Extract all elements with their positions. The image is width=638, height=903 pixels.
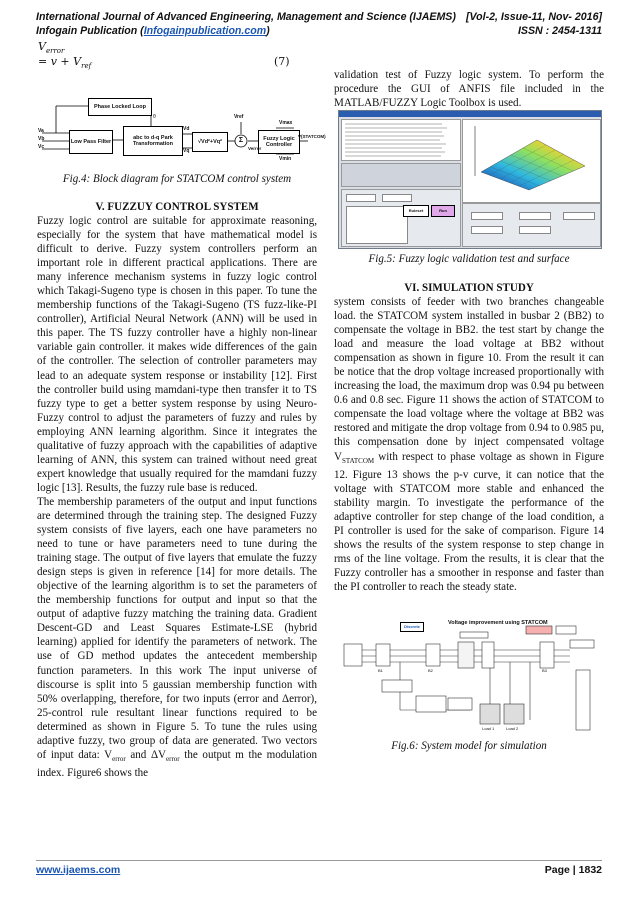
fig6-circuit [340, 620, 598, 735]
rules-list [341, 119, 461, 161]
label-va: Va [38, 128, 44, 134]
page-number: Page | 1832 [544, 864, 602, 876]
section-5-para-1: Fuzzy logic control are suitable for approximate reasoning, especially for the system that have mathematical model is difficult to derive. Fuzzy system controllers perform an important role in different practical applications. There are many inference mechanism systems in fuzzy logic control which Takagi-Sugeno type is chosen in this paper. To tune the membership functions of the Takagi-Sugeno (TS fuzz-like-PI controller), Artificial Neural Network (ANN) will be used in this paper. The TS fuzzy controller have a highly non-linear variable gain controller. it makes wide differences of the gain of the controller. The selection of controller parameters may lead to an adequate system response or instability [12]. First the controller build using mamdani-type then transfer it to TS fuzzy type to get a better system response by using Neuro-Fuzzy control to adjust the parameters of fuzzy and rules by employing ANN learning algorithm. Since it integrates the qualitative of fuzzy approach with the capabilities of adaptive learning of ANN, this system can trained without need great expert knowledge that usually required for the mamdani fuzzy logic [13]. Results, the fuzzy rule base is reduced. [37, 215, 317, 494]
page-footer [36, 860, 602, 876]
rules-text-lines [342, 120, 460, 160]
label-vc: Vc [38, 144, 45, 150]
surface-plot-graphic [463, 120, 600, 202]
label-vref: Vref [234, 114, 244, 120]
issue-info: [Vol-2, Issue-11, Nov- 2016] [465, 11, 602, 23]
website-link[interactable]: www.ijaems.com [36, 864, 121, 876]
equation-line-1: $V_{error}$ [38, 40, 65, 56]
load-1-label: Load 1 [482, 726, 495, 731]
equation-number: (7) [274, 55, 290, 68]
label-verror: Verror [248, 146, 262, 151]
publisher-link[interactable]: Infogainpublication.com [143, 25, 267, 37]
publisher-header [36, 24, 602, 38]
label-vout: V(STATCOM) [298, 134, 326, 139]
fig4-caption: Fig.4: Block diagram for STATCOM control system [62, 173, 292, 185]
sum-symbol: Σ [238, 136, 244, 144]
bus-b3-label: B3 [542, 668, 547, 673]
lpf-block: Low Pass Filter [69, 130, 113, 154]
issn: ISSN : 2454-1311 [517, 25, 602, 37]
fig5-anfis-gui [338, 110, 602, 249]
label-vmin: Vmin [279, 156, 292, 162]
bus-b2-label: B2 [428, 668, 433, 673]
flc-block: Fuzzy Logic Controller [258, 130, 300, 154]
ruleset-button[interactable]: Ruleset [403, 205, 429, 217]
anfis-options-panel [341, 189, 461, 247]
section-5-para-2: The membership parameters of the output and input functions are determined through the training step. The designed Fuzzy system consists of five layers, each one have parameters no need to tune or have parameters need to tune during the training stage. The output of five layers that emulate the fuzzy design steps is given in reference [14] for more details. The objective of the learning algorithm is to set the parameters of the membership functions for output and input so that the output of adaptive fuzzy matching the training data. Gradient Descent-GD and Least Squares Estimate-LSE (hybrid learning) applied for identify the parameters of network. The use of GD method updates the antecedent membership function parameters. In this work The input universe of discourse is split into 5 gaussian membership function with 50% overlapping, therefore, for two inputs (error and Δerror), 25-control rule resultant linear functions required to be determined as shown in Figure 5. To tune the rules using adaptive fuzzy, two group of data are generated. Two vectors of input data: $V_{error}$ and $\Delta V_{error}$ the output m the modulation index. Figure6 shows the [37, 495, 317, 780]
publisher-line: Infogain Publication (Infogainpublication.com) [36, 25, 270, 37]
sqrt-block: √Vd²+Vq² [192, 132, 228, 152]
equation-line-2: = $v + V_{ref}$ [38, 55, 92, 71]
gui-titlebar [339, 111, 601, 117]
surface-plot [462, 119, 601, 203]
surface-controls [462, 203, 601, 247]
fig6-caption: Fig.6: System model for simulation [391, 740, 547, 752]
journal-title: International Journal of Advanced Engineering, Management and Science (IJAEMS) [36, 11, 456, 23]
park-block: abc to d-q Park Transformation [123, 126, 183, 156]
section-5-body [37, 214, 317, 780]
section-6-body [334, 295, 604, 594]
section-6-para: system consists of feeder with two branches changeable load. the STATCOM system installed in busbar 2 (BB2) to compensate the voltage in BB2. the test start by change the load and measure the load voltage at BB2 without compensation as shown in figure 10. From the result it can be notice that the drop voltage increased proportionally with increasing the load, the maximum drop was 0.94 pu between 0.6 and 0.8 sec. Figure 11 shows the action of STATCOM to compensate the load voltage where the voltage at BB2 was restored and mitigate the drop voltage from 0.94 to 0.985 pu, this compensation done by inject compensated voltage $V_{STATCOM}$ with respect to phase voltage as shown in Figure 12. Figure 13 shows the p-v curve, it can notice that the voltage with STATCOM more stable and enhanced the stability margin. To investigate the performance of the adaptive controller for step change of the load condition, a PI controller is used for the sake of comparison. Figure 14 shows the results of the system response to step change in rms of the line voltage. From the results, it is clear that the Fuzzy controller has a smoother in response and faster than the PI controller to reach the steady state. [334, 296, 604, 594]
journal-header [36, 10, 602, 24]
label-vb: Vb [38, 136, 45, 142]
label-vd: Vd [183, 126, 190, 132]
load-2-label: Load 2 [506, 726, 519, 731]
discrete-block: Discrete [400, 622, 424, 632]
fig6-title: Voltage improvement using STATCOM [448, 620, 548, 626]
label-theta: θ [153, 114, 156, 120]
fig6-simulation-model [340, 620, 598, 735]
fig4-block-diagram [36, 68, 326, 168]
fig5-caption: Fig.5: Fuzzy logic validation test and surface [368, 253, 570, 265]
label-vmax: Vmax [279, 120, 293, 126]
section-5-heading: V. FUZZUY CONTROL SYSTEM [95, 201, 259, 213]
label-vq: Vq [183, 148, 190, 154]
pll-block: Phase Locked Loop [88, 98, 152, 116]
run-button[interactable]: Run [431, 205, 455, 217]
rule-editor-panel [341, 163, 461, 187]
bus-b1-label: B1 [378, 668, 383, 673]
validation-text: validation test of Fuzzy logic system. To perform the procedure the GUI of ANFIS file included in the MATLAB/FUZZY Logic Toolbox is used. [334, 69, 604, 110]
section-6-heading: VI. SIMULATION STUDY [404, 282, 534, 294]
